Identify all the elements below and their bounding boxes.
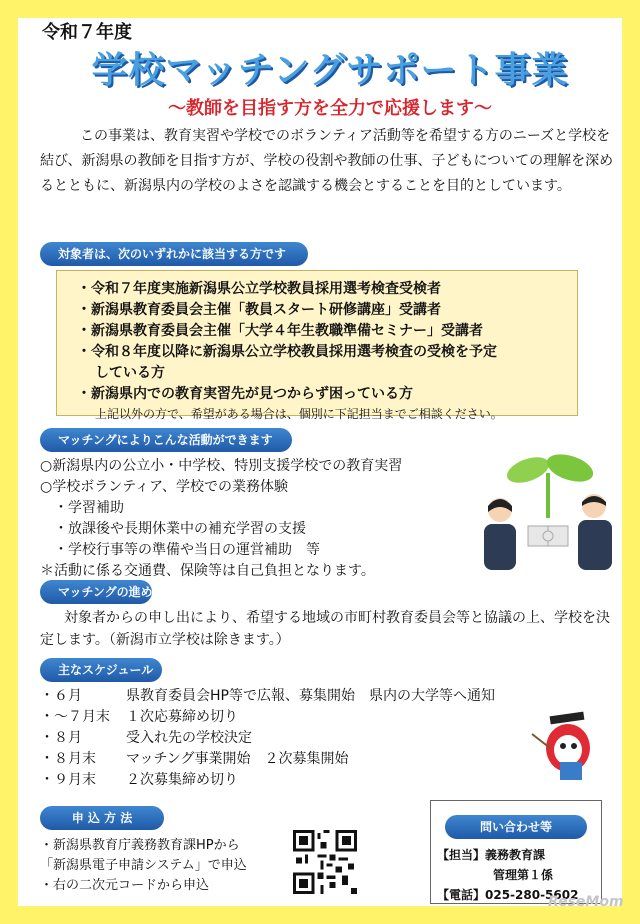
activity-line: ・放課後や長期休業中の補充学習の支援 — [54, 521, 306, 537]
year-label: 令和７年度 — [42, 22, 132, 43]
target-box — [56, 270, 578, 421]
schedule-row — [40, 707, 560, 728]
intro-text: この事業は、教育実習や学校でのボランティア活動等を希望する方のニーズと学校を結び、新潟県の教師を目指す方が、学校の役割や教師の仕事、子どもについての理解を深めるとともに、新潟県内の学校のよさを認識する機会とすることを目的としています。 — [40, 128, 614, 194]
schedule-text: マッチング事業開始 ２次募集開始 — [126, 751, 349, 767]
apply-line: 「新潟県電子申請システム」で申込 — [40, 858, 247, 873]
activity-line: ○学校ボランティア、学校での業務体験 — [40, 479, 288, 495]
target-note: 上記以外の方で、希望がある場合は、個別に下記担当までご相談ください。 — [95, 407, 503, 421]
schedule-date: ・９月末 — [40, 772, 96, 788]
schedule-text: ２次募集締め切り — [126, 772, 238, 788]
page-title: 学校マッチングサポート事業 — [91, 50, 569, 91]
schedule-list — [40, 686, 560, 791]
schedule-text: 受入れ先の学校決定 — [126, 730, 252, 746]
activities-heading: マッチングによりこんな活動ができます — [40, 428, 292, 452]
qr-code-icon[interactable] — [293, 830, 357, 894]
contact-phone: 【電話】025-280-5602 — [437, 888, 579, 902]
target-item: ・新潟県教育委員会主催「大学４年生教職準備セミナー」受講者 — [77, 323, 483, 339]
activity-line: ○新潟県内の公立小・中学校、特別支援学校での教育実習 — [40, 458, 403, 474]
target-item: ・令和７年度実施新潟県公立学校教員採用選考検査受検者 — [77, 281, 441, 297]
contact-heading: 問い合わせ等 — [445, 815, 587, 839]
schedule-row — [40, 770, 560, 791]
apply-list — [40, 836, 290, 896]
teacher-mascot-illustration — [530, 708, 610, 788]
contact-box — [430, 800, 602, 904]
activities-list — [40, 456, 480, 582]
target-item: ・新潟県内での教育実習先が見つからず困っている方 — [77, 386, 413, 402]
schedule-row — [40, 686, 560, 707]
flow-text: 対象者からの申し出により、希望する地域の市町村教育委員会等と協議の上、学校を決定します。（新潟市立学校は除きます。） — [40, 610, 610, 648]
schedule-row — [40, 749, 560, 770]
apply-line: ・右の二次元コードから申込 — [40, 878, 210, 893]
activity-line: ・学習補助 — [54, 500, 124, 516]
target-item: ・新潟県教育委員会主催「教員スタート研修講座」受講者 — [77, 302, 441, 318]
schedule-date: ・８月 — [40, 730, 82, 746]
target-list — [77, 279, 567, 405]
schedule-text: １次応募締め切り — [126, 709, 238, 725]
apply-line: ・新潟県教育庁義務教育課HPから — [40, 838, 240, 853]
schedule-heading: 主なスケジュール — [40, 658, 162, 682]
flow-heading: マッチングの進め方 — [40, 580, 152, 604]
schedule-date: ・６月 — [40, 688, 82, 704]
target-item-continued — [77, 363, 567, 384]
target-item: ・令和８年度以降に新潟県公立学校教員採用選考検査の受検を予定 — [77, 344, 497, 360]
sprout-handshake-illustration — [478, 448, 618, 578]
page-subtitle: ～教師を目指す方を全力で応援します～ — [168, 98, 492, 119]
schedule-text: 県教育委員会HP等で広報、募集開始 県内の大学等へ通知 — [126, 688, 495, 704]
target-heading: 対象者は、次のいずれかに該当する方です — [40, 242, 308, 266]
contact-section: 管理第１係 — [493, 868, 554, 882]
contact-department: 【担当】義務教育課 — [437, 848, 546, 862]
activity-line: ・学校行事等の準備や当日の運営補助 等 — [54, 542, 320, 558]
watermark: ReseMom — [548, 894, 624, 910]
schedule-row — [40, 728, 560, 749]
apply-heading: 申 込 方 法 — [40, 806, 164, 830]
activity-note: ＊活動に係る交通費、保険等は自己負担となります。 — [40, 563, 375, 579]
schedule-date: ・８月末 — [40, 751, 96, 767]
schedule-date: ・～７月末 — [40, 709, 110, 725]
target-item-cont-text: している方 — [95, 365, 165, 381]
